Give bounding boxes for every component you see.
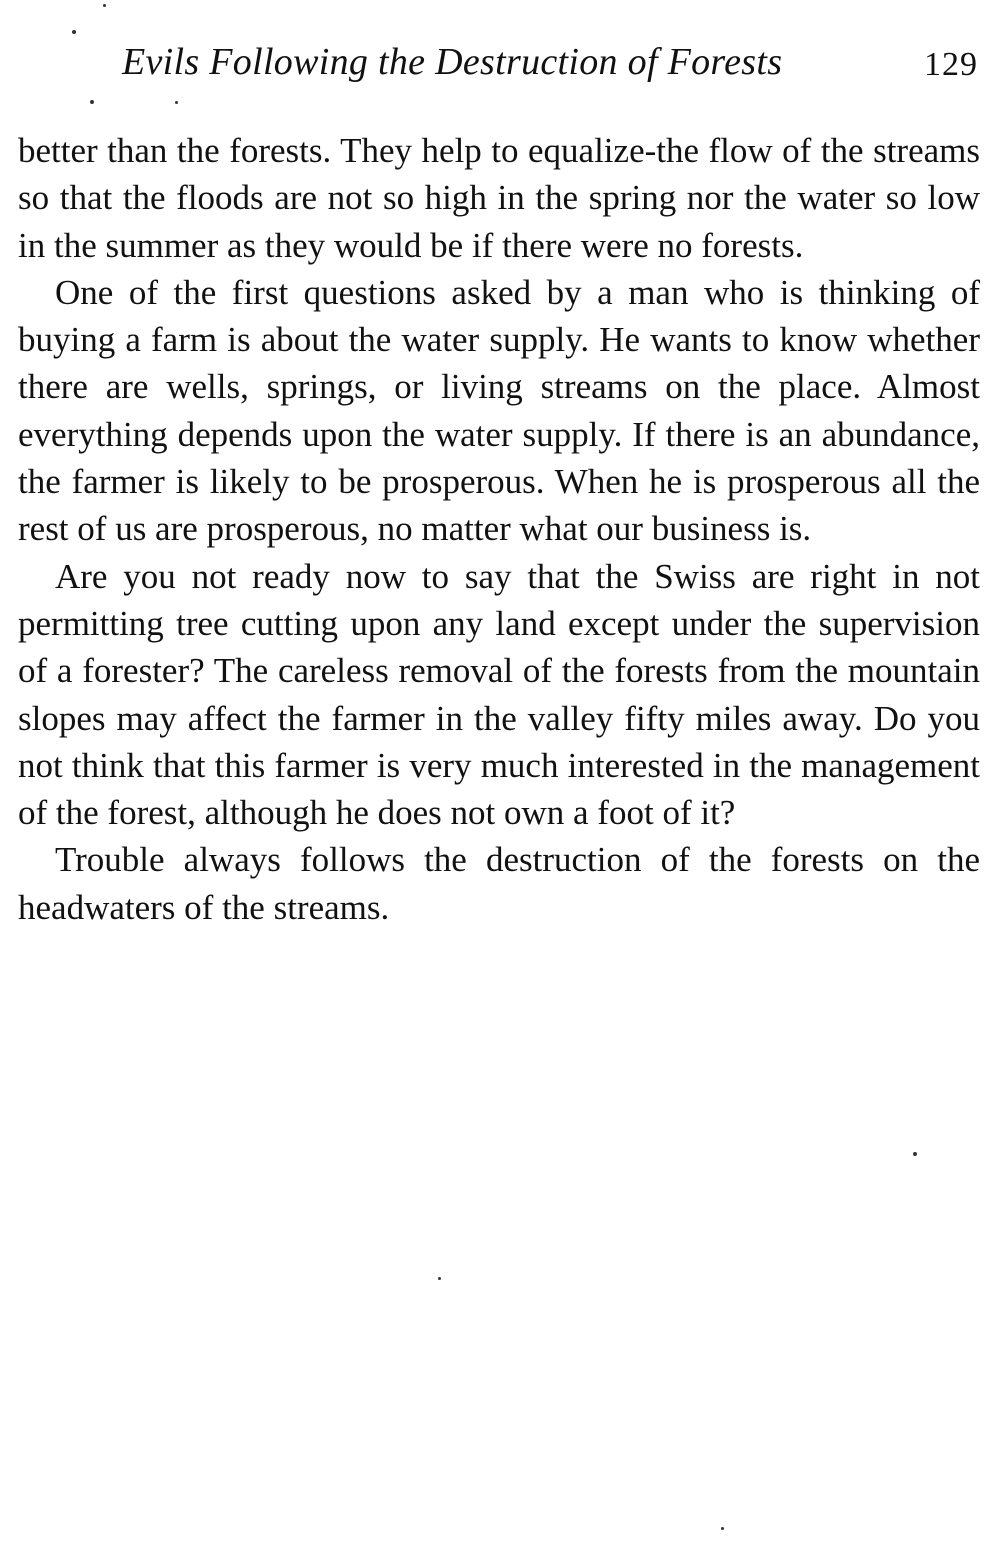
- scan-speck: [913, 1152, 917, 1156]
- paragraph: Trouble always follows the destruction of the forests on the headwaters of the streams.: [18, 840, 980, 927]
- running-title: Evils Following the Destruction of Forests: [122, 41, 783, 83]
- scan-speck: [72, 30, 76, 34]
- body-text: [18, 127, 980, 931]
- running-head: [122, 40, 978, 90]
- scan-speck: [175, 101, 178, 104]
- scan-speck: [438, 1277, 441, 1280]
- paragraph: better than the forests. They help to equalize-the flow of the streams so that the floods are not so high in the spring nor the water so low in the summer as they would be if there were no forests.: [18, 131, 980, 265]
- page-number: 129: [924, 46, 978, 83]
- paragraph: Are you not ready now to say that the Swiss are right in not permitting tree cutting upon any land except under the supervision of a forester? The careless removal of the forests from the mountain slopes may affect the farmer in the valley fifty miles away. Do you not think that this farmer is very much interested in the management of the forest, although he does not own a foot of it?: [18, 556, 980, 833]
- paragraph: One of the first questions asked by a man who is thinking of buying a farm is about the water supply. He wants to know whether there are wells, springs, or living streams on the place. Almost everything depends upon the water supply. If there is an abundance, the farmer is likely to be prosperous. When he is prosperous all the rest of us are prosperous, no matter what our business is.: [18, 272, 980, 549]
- scan-speck: [90, 100, 94, 104]
- scan-speck: [103, 4, 106, 7]
- scan-speck: [721, 1527, 724, 1530]
